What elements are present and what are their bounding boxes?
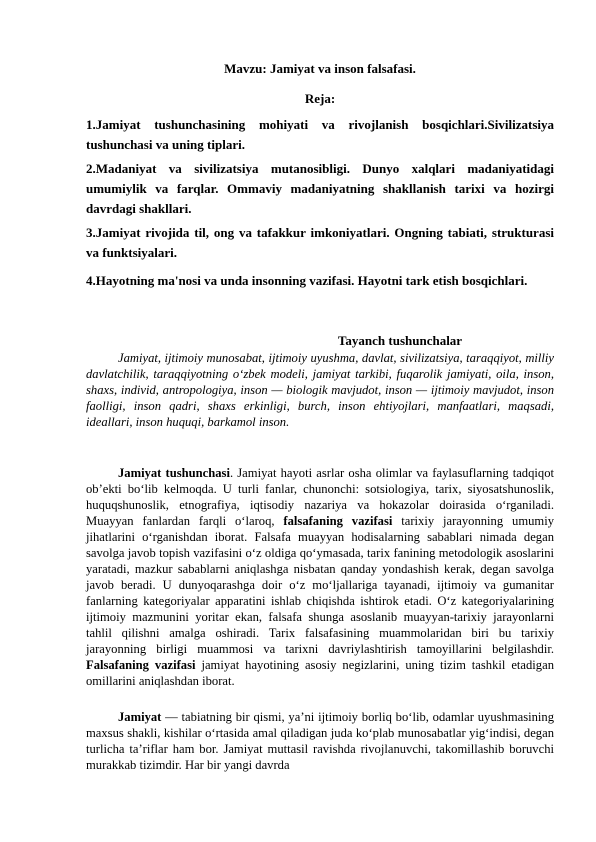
paragraph-society-concept <box>86 465 554 689</box>
plan-item-3: 3.Jamiyat rivojida til, ong va tafakkur imkoniyatlari. Ongning tabiati, strukturasi va funktsiyalari. <box>86 225 554 260</box>
keywords-paragraph: Jamiyat, ijtimoiy munosabat, ijtimoiy uyushma, davlat, sivilizatsiya, taraqqiyot, milliy davlatchilik, taraqqiyotning o‘zbek modeli, jamiyat tarkibi, fuqarolik jamiyati, oila, inson, shaxs, individ, antropologiya, inson — biologik mavjudot, inson — ijtimoiy mavjudot, inson faolligi, inson qadri, shaxs erkinligi, burch, inson ehtiyojlari, manfaatlari, maqsadi, ideallari, inson huquqi, barkamol inson. <box>86 351 554 429</box>
paragraph-text: tarixiy jarayonning umumiy jihatlarini o‘rganishdan iborat. Falsafa muayyan hodisalarning sabablari nimada degan savolga javob topish vazifasini o‘z oldiga qo‘ymasada, tarix fanining metodologik asoslarini yaratadi, mazkur sabablarni aniqlashga nisbatan qanday yondashish kerak, degan savolga javob beradi. U dunyoqarashga doir o‘z mo‘ljallariga tayanadi, ijtimoiy va gumanitar fanlarning kategoriyalar apparatini ishlab chiqishda ishtirok etadi. O‘z kategoriyalarining ijtimoiy mazmunini yoritar ekan, falsafa shunga asoslanib muayyan-tarixiy jarayonlarni tahlil qilishni amalga oshiradi. Tarix falsafasining muammolaridan biri bu tarixiy jarayonning birligi muammosi va tarixni davriylashtirish tamoyillarini belgilashdir. <box>86 514 554 656</box>
term-jamiyat: Jamiyat <box>118 710 162 724</box>
keywords-heading: Tayanch tushunchalar <box>337 333 463 348</box>
plan-item-4: 4.Hayotning ma'nosi va unda insonning vazifasi. Hayotni tark etish bosqichlari. <box>86 273 528 288</box>
plan-heading: Reja: <box>304 91 336 106</box>
plan-item-1: 1.Jamiyat tushunchasining mohiyati va rivojlanish bosqichlari.Sivilizatsiya tushunchasi va uning tiplari. <box>86 117 554 152</box>
document-title: Mavzu: Jamiyat va inson falsafasi. <box>224 61 416 76</box>
paragraph-text: — tabiatning bir qismi, ya’ni ijtimoiy borliq bo‘lib, odamlar uyushmasining maxsus shakli, kishilar o‘rtasida amal qiladigan juda ko‘plab munosabatlar yig‘indisi, degan turlicha ta’riflar ham bor. Jamiyat muttasil ravishda rivojlanuvchi, takomillashib boruvchi murakkab tizimdir. Har bir yangi davrda <box>86 710 554 772</box>
term-falsafaning-vazifasi: falsafaning vazifasi <box>283 514 393 528</box>
paragraph-text: jamiyat hayotining asosiy negizlarini, uning tizim tashkil etadigan omillarini aniqlashdan iborat. <box>86 658 554 688</box>
paragraph-text: . Jamiyat hayoti asrlar osha olimlar va faylasuflarning tadqiqot ob’ekti bo‘lib kelmoqda. U turli fanlar, chunonchi: sotsiologiya, tarix, siyosatshunoslik, huquqshunoslik, etnografiya, iqtisodiy nazariya va hokazolar doirasida o‘rganiladi. Muayyan fanlardan farqli o‘laroq, <box>86 466 554 528</box>
term-falsafaning-vazifasi-2: Falsafaning vazifasi <box>86 658 196 672</box>
plan-item-2: 2.Madaniyat va sivilizatsiya mutanosibligi. Dunyo xalqlari madaniyatidagi umumiylik va farqlar. Ommaviy madaniyatning shakllanish tarixi va hozirgi davrdagi shakllari. <box>86 161 554 216</box>
paragraph-society-definition <box>86 709 554 773</box>
term-jamiyat-tushunchasi: Jamiyat tushunchasi <box>118 466 230 480</box>
